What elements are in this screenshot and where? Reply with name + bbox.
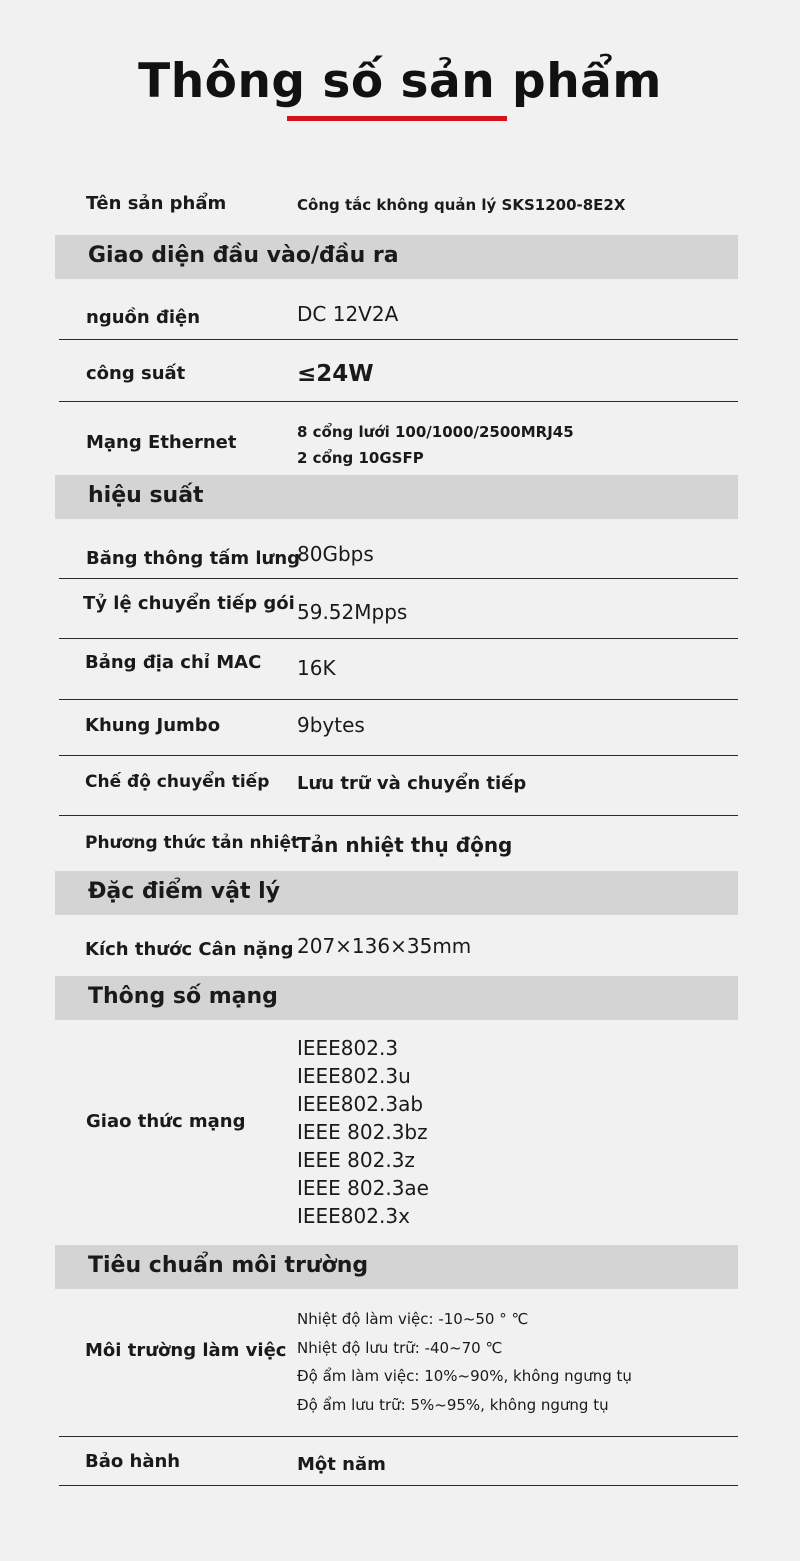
spec-value-line: Nhiệt độ lưu trữ: -40~70 ℃	[297, 1338, 503, 1357]
spec-value: 80Gbps	[297, 542, 374, 566]
title-underline	[287, 116, 507, 121]
section-title: Tiêu chuẩn môi trường	[88, 1253, 369, 1278]
section-title: Đặc điểm vật lý	[88, 879, 281, 904]
spec-label: Bảng địa chỉ MAC	[85, 652, 262, 673]
spec-value-line: IEEE802.3	[297, 1036, 399, 1060]
section-title: Giao diện đầu vào/đầu ra	[88, 243, 399, 268]
spec-row-wattage	[59, 340, 738, 402]
section-title: hiệu suất	[88, 483, 204, 508]
spec-value-line: Độ ẩm làm việc: 10%~90%, không ngưng tụ	[297, 1367, 632, 1385]
spec-label: Tỷ lệ chuyển tiếp gói	[83, 593, 295, 614]
spec-value: Một năm	[297, 1454, 386, 1475]
spec-label: nguồn điện	[86, 307, 201, 328]
spec-value: 9bytes	[297, 713, 365, 737]
section-header-physical	[55, 871, 738, 915]
spec-value-list	[297, 1305, 632, 1419]
spec-value-line: 2 cổng 10GSFP	[297, 449, 424, 467]
spec-value: Tản nhiệt thụ động	[297, 833, 513, 857]
spec-value-line: Nhiệt độ làm việc: -10~50 ° ℃	[297, 1310, 529, 1328]
spec-value-line: IEEE802.3x	[297, 1204, 410, 1228]
spec-value-line: 8 cổng lưới 100/1000/2500MRJ45	[297, 423, 574, 441]
spec-label: Chế độ chuyển tiếp	[85, 772, 270, 792]
spec-value-line: IEEE 802.3bz	[297, 1120, 428, 1144]
spec-row-work-env	[59, 1289, 738, 1437]
spec-label: Mạng Ethernet	[86, 432, 237, 453]
spec-label: Môi trường làm việc	[85, 1340, 287, 1361]
spec-label: Khung Jumbo	[85, 715, 221, 736]
spec-label: Kích thước Cân nặng	[85, 939, 294, 960]
spec-row-ethernet	[59, 402, 738, 475]
section-header-network	[55, 976, 738, 1020]
spec-value-list	[297, 1034, 429, 1230]
spec-value: DC 12V2A	[297, 302, 399, 326]
spec-value-list	[297, 419, 574, 471]
section-title: Thông số mạng	[88, 984, 278, 1009]
spec-row-backplane	[59, 519, 738, 579]
spec-row-protocol	[59, 1020, 738, 1244]
spec-label: Bảo hành	[85, 1451, 181, 1472]
spec-row-forward-mode	[59, 756, 738, 816]
spec-value: 59.52Mpps	[297, 600, 408, 624]
spec-label: công suất	[86, 363, 186, 384]
spec-label: Giao thức mạng	[86, 1111, 246, 1132]
spec-value-line: IEEE802.3u	[297, 1064, 411, 1088]
spec-row-power	[59, 279, 738, 340]
spec-value: 207×136×35mm	[297, 934, 472, 958]
spec-row-product	[59, 180, 738, 230]
spec-value-line: IEEE 802.3z	[297, 1148, 415, 1172]
spec-value: ≤24W	[297, 361, 374, 387]
spec-label: Tên sản phẩm	[86, 193, 227, 214]
spec-row-mac-table	[59, 639, 738, 700]
spec-label: Băng thông tấm lưng	[86, 548, 301, 569]
page-title: Thông số sản phẩm	[138, 54, 662, 109]
spec-value: Công tắc không quản lý SKS1200-8E2X	[297, 196, 626, 214]
spec-value-line: Độ ẩm lưu trữ: 5%~95%, không ngưng tụ	[297, 1395, 609, 1414]
spec-value: 16K	[297, 656, 336, 680]
spec-label: Phương thức tản nhiệt	[85, 833, 300, 853]
section-header-environment	[55, 1245, 738, 1289]
spec-value-line: IEEE802.3ab	[297, 1092, 424, 1116]
section-header-performance	[55, 475, 738, 519]
spec-row-size	[59, 915, 738, 976]
spec-row-cooling	[59, 816, 738, 871]
spec-row-forwarding-rate	[59, 579, 738, 639]
spec-row-warranty	[59, 1437, 738, 1486]
section-header-io	[55, 235, 738, 279]
spec-value: Lưu trữ và chuyển tiếp	[297, 773, 527, 794]
spec-value-line: IEEE 802.3ae	[297, 1176, 429, 1200]
spec-row-jumbo	[59, 700, 738, 756]
